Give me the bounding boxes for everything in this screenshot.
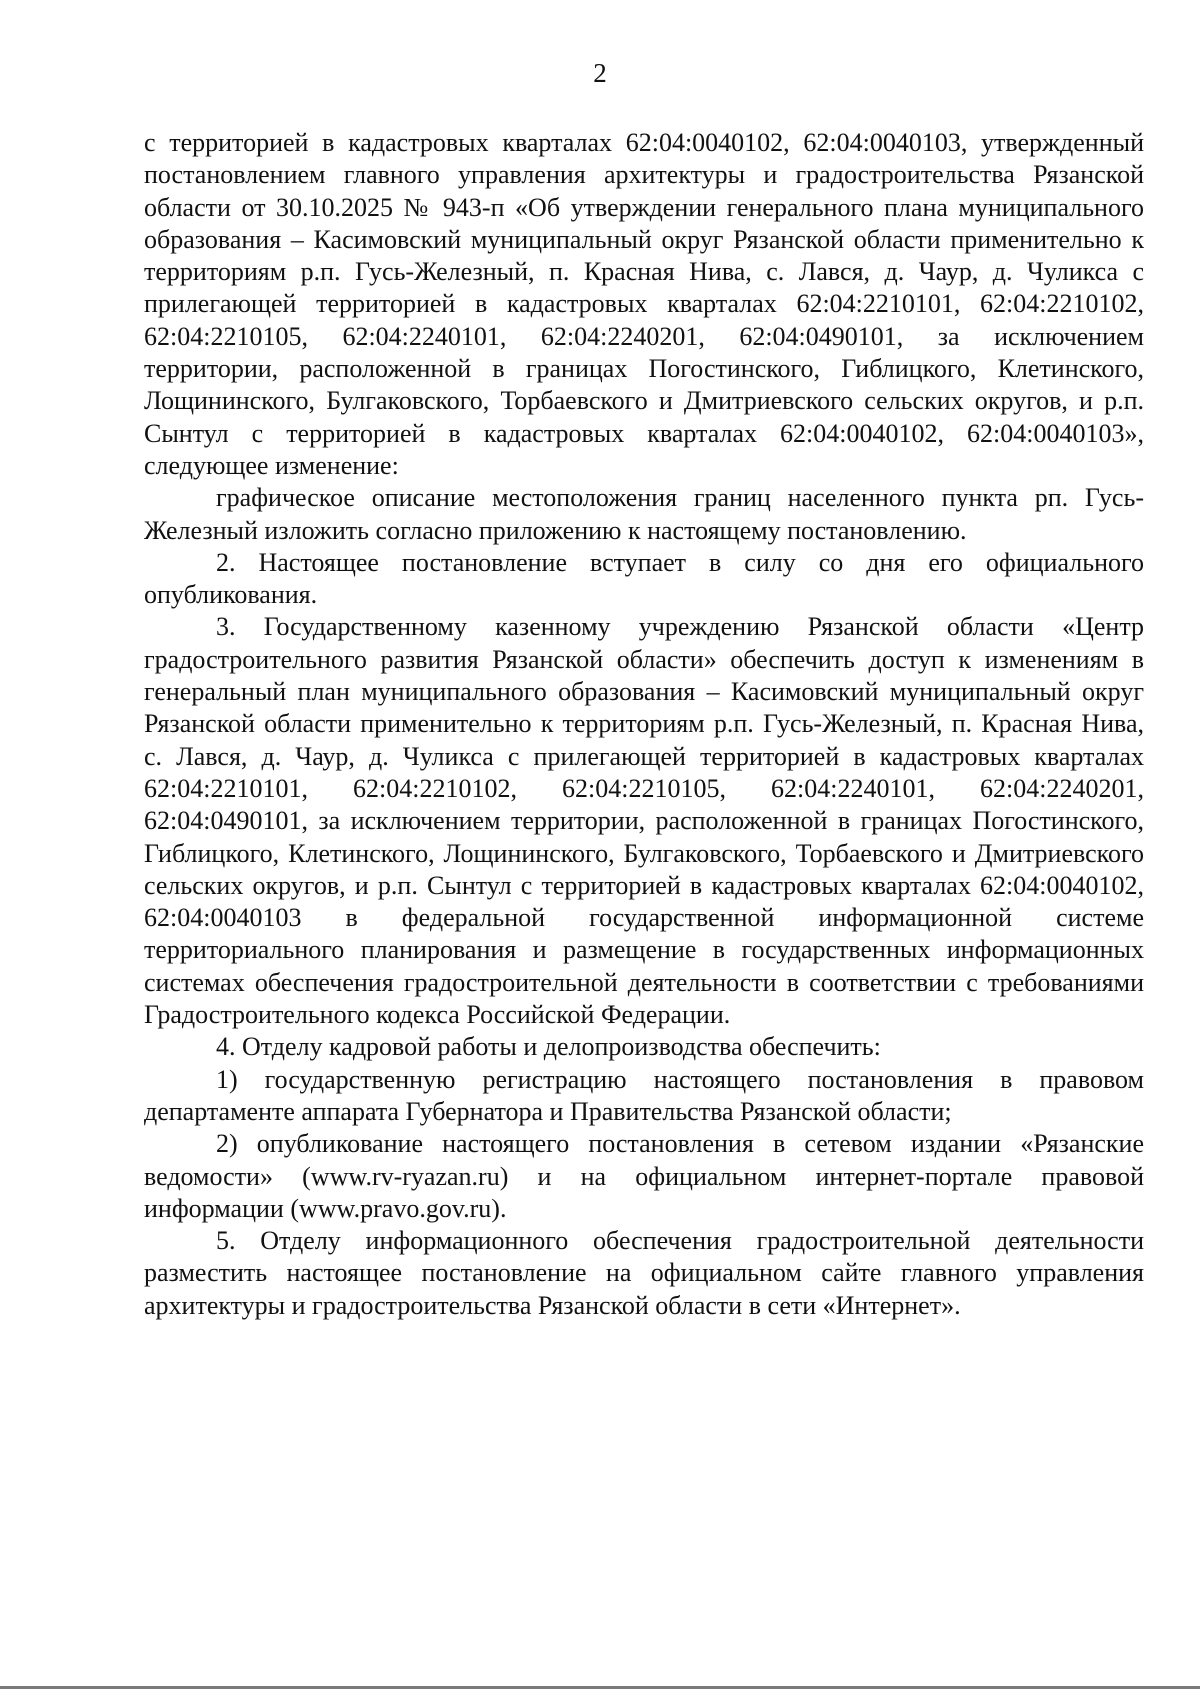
paragraph-item-5: 5. Отделу информационного обеспечения градостроительной деятельности разместить настоящее постановление на официальном сайте главного управления архитектуры и градостроительства Рязанской области в сети «Интернет».	[144, 1226, 1144, 1320]
page-number: 2	[593, 58, 607, 88]
paragraph-continuation: с территорией в кадастровых кварталах 62:04:0040102, 62:04:0040103, утвержденный постановлением главного управления архитектуры и градостроительства Рязанской области от 30.10.2025 № 943-п «Об утверждении генерального плана муниципального образования – Касимовский муниципальный округ Рязанской области применительно к территориям р.п. Гусь-Железный, п. Красная Нива, с. Лався, д. Чаур, д. Чуликса с прилегающей территорией в кадастровых кварталах 62:04:2210101, 62:04:2210102, 62:04:2210105, 62:04:2240101, 62:04:2240201, 62:04:0490101, за исключением территории, расположенной в границах Погостинского, Гиблицкого, Клетинского, Лощининского, Булгаковского, Торбаевского и Дмитриевского сельских округов, и р.п. Сынтул с территорией в кадастровых кварталах 62:04:0040102, 62:04:0040103», следующее изменение:	[144, 128, 1144, 480]
paragraph-change-description: графическое описание местоположения границ населенного пункта рп. Гусь-Железный изложить согласно приложению к настоящему постановлению.	[144, 483, 1144, 545]
document-body	[144, 127, 1144, 1322]
scan-bottom-edge	[0, 1686, 1200, 1689]
paragraph-subitem-2: 2) опубликование настоящего постановления в сетевом издании «Рязанские ведомости» (www.rv-ryazan.ru) и на официальном интернет-портале правовой информации (www.pravo.gov.ru).	[144, 1129, 1144, 1223]
paragraph-item-2: 2. Настоящее постановление вступает в силу со дня его официального опубликования.	[144, 547, 1144, 610]
paragraph-item-3: 3. Государственному казенному учреждению Рязанской области «Центр градостроительного развития Рязанской области» обеспечить доступ к изменениям в генеральный план муниципального образования – Касимовский муниципальный округ Рязанской области применительно к территориям р.п. Гусь-Железный, п. Красная Нива, с. Лався, д. Чаур, д. Чуликса с прилегающей территорией в кадастровых кварталах 62:04:2210101, 62:04:2210102, 62:04:2210105, 62:04:2240101, 62:04:2240201, 62:04:0490101, за исключением территории, расположенной в границах Погостинского, Гиблицкого, Клетинского, Лощининского, Булгаковского, Торбаевского и Дмитриевского сельских округов, и р.п. Сынтул с территорией в кадастровых кварталах 62:04:0040102, 62:04:0040103 в федеральной государственной информационной системе территориального планирования и размещение в государственных информационных системах обеспечения градостроительной деятельности в соответствии с требованиями Градостроительного кодекса Российской Федерации.	[144, 612, 1144, 1030]
paragraph-item-4: 4. Отделу кадровой работы и делопроизводства обеспечить:	[216, 1032, 881, 1062]
paragraph-subitem-1: 1) государственную регистрацию настоящего постановления в правовом департаменте аппарата Губернатора и Правительства Рязанской области;	[144, 1064, 1144, 1126]
